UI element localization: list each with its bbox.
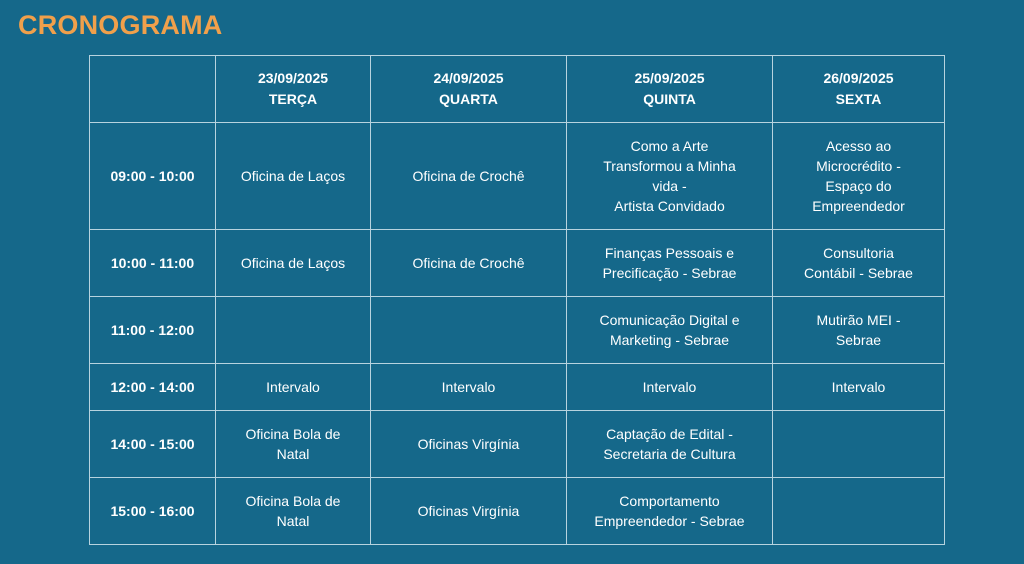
activity-text: Empreendedor <box>812 198 905 214</box>
activity-text: Artista Convidado <box>614 198 725 214</box>
activity-text: Consultoria <box>823 245 894 261</box>
schedule-table <box>89 55 945 545</box>
activity-text: Oficina Bola de <box>245 426 341 442</box>
schedule-row <box>90 230 945 297</box>
activity-text: Secretaria de Cultura <box>603 446 736 462</box>
schedule-row <box>90 123 945 230</box>
header-weekday: QUARTA <box>439 91 498 107</box>
activity-cell-thursday <box>567 478 773 545</box>
activity-cell-thursday <box>567 230 773 297</box>
header-day-tuesday <box>216 56 371 123</box>
activity-text: Comportamento <box>619 493 720 509</box>
time-slot-cell: 12:00 - 14:00 <box>90 364 216 411</box>
activity-text: Espaço do <box>825 178 892 194</box>
activity-text: Comunicação Digital e <box>599 312 740 328</box>
activity-text: Finanças Pessoais e <box>604 245 735 261</box>
activity-text: Intervalo <box>266 379 320 395</box>
activity-text: Precificação - Sebrae <box>602 265 737 281</box>
activity-cell-thursday <box>567 411 773 478</box>
header-day-thursday <box>567 56 773 123</box>
header-date: 24/09/2025 <box>433 70 504 86</box>
activity-text: Captação de Edital - <box>606 426 733 442</box>
activity-cell-tuesday <box>216 297 371 364</box>
activity-cell-wednesday <box>371 230 567 297</box>
activity-cell-friday <box>773 364 945 411</box>
activity-cell-friday <box>773 123 945 230</box>
time-slot-cell: 11:00 - 12:00 <box>90 297 216 364</box>
header-date: 26/09/2025 <box>823 70 894 86</box>
activity-text: Oficina de Laços <box>240 255 346 271</box>
activity-cell-thursday <box>567 364 773 411</box>
header-date: 25/09/2025 <box>634 70 705 86</box>
schedule-row <box>90 411 945 478</box>
page-title: CRONOGRAMA <box>18 10 223 40</box>
header-weekday: TERÇA <box>268 91 318 107</box>
activity-text: Oficina Bola de <box>245 493 341 509</box>
time-slot-cell: 15:00 - 16:00 <box>90 478 216 545</box>
header-weekday: SEXTA <box>835 91 882 107</box>
activity-cell-thursday <box>567 123 773 230</box>
activity-cell-tuesday <box>216 364 371 411</box>
activity-text: Transformou a Minha <box>603 158 736 174</box>
activity-cell-wednesday <box>371 411 567 478</box>
header-weekday: QUINTA <box>643 91 696 107</box>
activity-text: Natal <box>276 446 310 462</box>
activity-text: Mutirão MEI - <box>816 312 901 328</box>
activity-cell-friday <box>773 230 945 297</box>
activity-cell-tuesday <box>216 411 371 478</box>
activity-cell-friday <box>773 478 945 545</box>
schedule-row <box>90 364 945 411</box>
activity-text: Oficina de Laços <box>240 168 346 184</box>
activity-cell-tuesday <box>216 478 371 545</box>
activity-text: Contábil - Sebrae <box>804 265 913 281</box>
activity-text: Oficinas Virgínia <box>417 436 520 452</box>
activity-text: Natal <box>276 513 310 529</box>
activity-text: vida - <box>652 178 687 194</box>
activity-text: Oficinas Virgínia <box>417 503 520 519</box>
schedule-row <box>90 297 945 364</box>
header-day-wednesday <box>371 56 567 123</box>
activity-text: Intervalo <box>831 379 886 395</box>
activity-cell-thursday <box>567 297 773 364</box>
activity-cell-wednesday <box>371 297 567 364</box>
schedule-row <box>90 478 945 545</box>
header-row <box>90 56 945 123</box>
activity-cell-friday <box>773 297 945 364</box>
activity-text: Empreendedor - Sebrae <box>594 513 745 529</box>
time-slot-cell: 10:00 - 11:00 <box>90 230 216 297</box>
activity-cell-tuesday <box>216 230 371 297</box>
schedule-body <box>90 123 945 545</box>
activity-cell-wednesday <box>371 478 567 545</box>
activity-cell-friday <box>773 411 945 478</box>
activity-text: Intervalo <box>441 379 496 395</box>
activity-text: Como a Arte <box>630 138 709 154</box>
activity-text: Oficina de Crochê <box>412 255 525 271</box>
activity-text: Acesso ao <box>825 138 892 154</box>
activity-text: Intervalo <box>642 379 697 395</box>
activity-cell-tuesday <box>216 123 371 230</box>
time-slot-cell: 09:00 - 10:00 <box>90 123 216 230</box>
activity-text: Marketing - Sebrae <box>609 332 730 348</box>
activity-cell-wednesday <box>371 123 567 230</box>
activity-text: Sebrae <box>835 332 882 348</box>
activity-cell-wednesday <box>371 364 567 411</box>
activity-text: Microcrédito - <box>816 158 901 174</box>
time-slot-cell: 14:00 - 15:00 <box>90 411 216 478</box>
activity-text: Oficina de Crochê <box>412 168 525 184</box>
header-corner-cell <box>90 56 216 123</box>
header-date: 23/09/2025 <box>257 70 329 86</box>
header-day-friday <box>773 56 945 123</box>
